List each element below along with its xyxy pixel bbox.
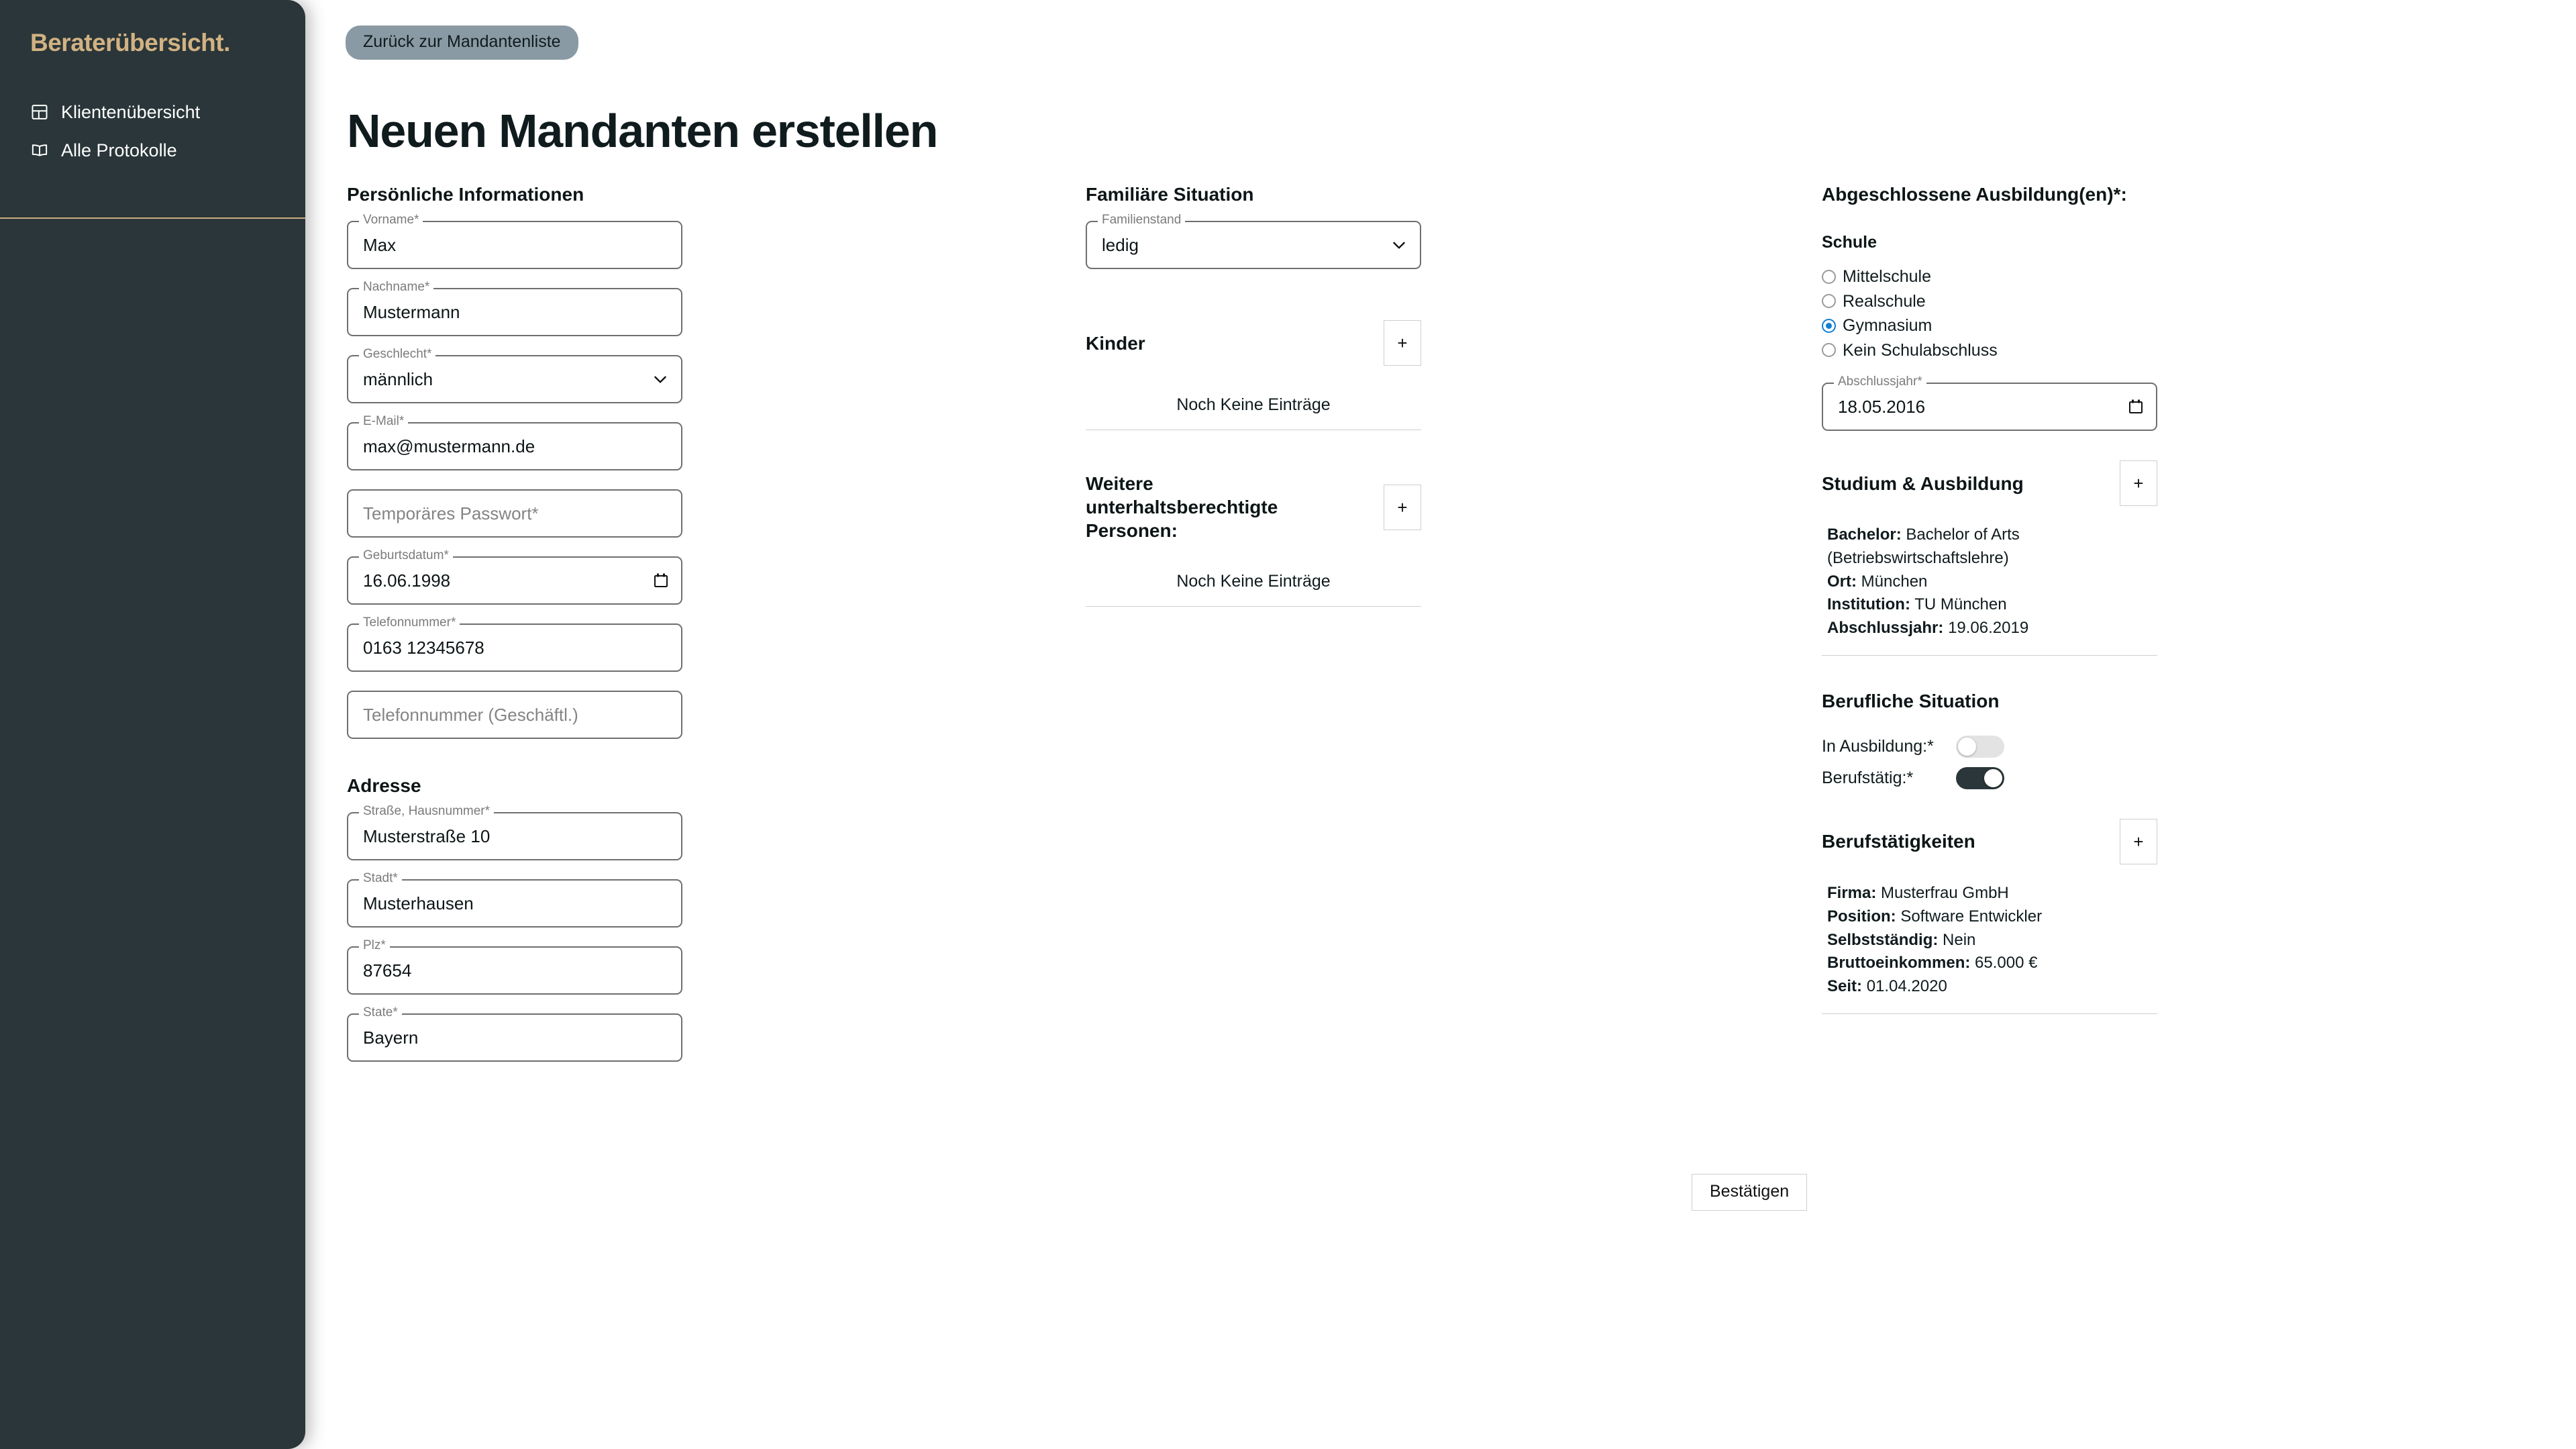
section-title-family: Familiäre Situation xyxy=(1086,184,1254,205)
field-label-abschlussjahr: Abschlussjahr* xyxy=(1834,375,1926,388)
divider xyxy=(1822,1013,2157,1014)
field-telefonnummer[interactable] xyxy=(347,615,682,672)
radio-label: Realschule xyxy=(1843,291,1926,311)
add-dependent-button[interactable]: + xyxy=(1384,485,1421,530)
calendar-icon[interactable] xyxy=(2128,398,2144,415)
chevron-down-icon[interactable] xyxy=(1390,236,1408,254)
familienstand-select-value[interactable]: ledig xyxy=(1102,234,1139,255)
field-label-email: E-Mail* xyxy=(359,415,408,428)
section-title-berufstaetigkeiten: Berufstätigkeiten xyxy=(1822,831,1975,852)
calendar-icon[interactable] xyxy=(653,572,669,589)
study-entry xyxy=(1822,506,2157,655)
field-label-nachname: Nachname* xyxy=(359,281,433,293)
field-label-plz: Plz* xyxy=(359,939,390,952)
toggle-knob xyxy=(1958,738,1976,756)
job-value-firma: Musterfrau GmbH xyxy=(1881,883,2009,902)
sidebar-item-label: Klientenübersicht xyxy=(61,101,201,122)
radio-label: Gymnasium xyxy=(1843,316,1933,335)
email-input[interactable]: max@mustermann.de xyxy=(363,436,535,456)
toggle-label-in-ausbildung: In Ausbildung:* xyxy=(1822,736,1934,756)
field-email[interactable] xyxy=(347,414,682,470)
divider xyxy=(1086,606,1421,607)
nachname-input[interactable]: Mustermann xyxy=(363,301,460,322)
studies-header xyxy=(1822,460,2157,506)
radio-icon[interactable] xyxy=(1822,294,1836,308)
radio-label: Mittelschule xyxy=(1843,267,1931,286)
chevron-down-icon[interactable] xyxy=(652,370,669,388)
study-value-ort: München xyxy=(1861,572,1928,591)
field-familienstand[interactable] xyxy=(1086,213,1421,269)
sidebar-item-label: Alle Protokolle xyxy=(61,140,177,160)
field-telefonnummer-geschaeftlich[interactable] xyxy=(347,691,682,739)
telefonnummer-geschaeftlich-input[interactable]: Telefonnummer (Geschäftl.) xyxy=(363,704,578,725)
section-title-career: Berufliche Situation xyxy=(1822,690,2000,711)
job-key-seit: Seit: xyxy=(1827,977,1863,996)
children-empty-text: Noch Keine Einträge xyxy=(1176,395,1331,414)
job-key-bruttoeinkommen: Bruttoeinkommen: xyxy=(1827,954,1971,972)
sidebar-divider xyxy=(0,217,305,219)
field-label-telefonnummer: Telefonnummer* xyxy=(359,616,460,629)
vorname-input[interactable]: Max xyxy=(363,234,397,255)
job-value-position: Software Entwickler xyxy=(1900,907,2043,926)
study-key-institution: Institution: xyxy=(1827,595,1910,614)
radio-option-mittelschule[interactable] xyxy=(1822,266,2157,288)
radio-icon[interactable] xyxy=(1822,270,1836,284)
field-label-familienstand: Familienstand xyxy=(1098,213,1185,226)
radio-option-kein-schulabschluss[interactable] xyxy=(1822,340,2157,362)
radio-icon-selected[interactable] xyxy=(1822,319,1836,333)
field-state[interactable] xyxy=(347,1005,682,1062)
field-geschlecht[interactable] xyxy=(347,347,682,403)
dashboard-layout-icon xyxy=(30,103,49,121)
section-title-education: Abgeschlossene Ausbildung(en)*: xyxy=(1822,184,2127,205)
field-label-state: State* xyxy=(359,1006,402,1019)
study-value-abschlussjahr: 19.06.2019 xyxy=(1948,619,2029,638)
personal-information-column xyxy=(347,183,682,1081)
study-value-bachelor: Bachelor of Arts (Betriebswirtschaftslehre) xyxy=(1827,526,2020,567)
field-vorname[interactable] xyxy=(347,213,682,269)
study-value-institution: TU München xyxy=(1914,595,2007,614)
add-job-button[interactable]: + xyxy=(2120,819,2157,864)
geburtsdatum-input[interactable]: 16.06.1998 xyxy=(363,570,451,591)
study-key-abschlussjahr: Abschlussjahr: xyxy=(1827,619,1944,638)
field-nachname[interactable] xyxy=(347,280,682,336)
divider xyxy=(1822,655,2157,656)
radio-icon[interactable] xyxy=(1822,343,1836,357)
section-title-personal: Persönliche Informationen xyxy=(347,184,584,205)
radio-option-gymnasium[interactable] xyxy=(1822,315,2157,337)
radio-label: Kein Schulabschluss xyxy=(1843,340,1998,360)
sidebar-nav xyxy=(0,93,305,170)
family-situation-column xyxy=(1086,183,1421,607)
radio-option-realschule[interactable] xyxy=(1822,291,2157,313)
geschlecht-select-value[interactable]: männlich xyxy=(363,368,433,389)
strasse-input[interactable]: Musterstraße 10 xyxy=(363,826,491,846)
education-career-column xyxy=(1822,183,2157,1014)
page-title: Neuen Mandanten erstellen xyxy=(347,104,938,157)
toggle-in-ausbildung[interactable] xyxy=(1956,736,2004,758)
jobs-header xyxy=(1822,819,2157,864)
sidebar-item-klientenuebersicht[interactable] xyxy=(0,93,305,132)
section-title-kinder: Kinder xyxy=(1086,332,1145,354)
temp-password-input[interactable]: Temporäres Passwort* xyxy=(363,503,539,523)
job-value-selbststaendig: Nein xyxy=(1943,930,1976,949)
study-key-ort: Ort: xyxy=(1827,572,1857,591)
state-input[interactable]: Bayern xyxy=(363,1027,419,1048)
job-key-selbststaendig: Selbstständig: xyxy=(1827,930,1939,949)
section-title-unterhaltsberechtigte: Weitere unterhaltsberechtigte Personen: xyxy=(1086,473,1278,541)
open-book-icon xyxy=(30,141,49,160)
add-child-button[interactable]: + xyxy=(1384,320,1421,366)
main-content xyxy=(305,0,2576,1449)
back-to-client-list-button[interactable]: Zurück zur Mandantenliste xyxy=(346,26,578,60)
stadt-input[interactable]: Musterhausen xyxy=(363,893,474,913)
app-brand-title: Beraterübersicht. xyxy=(30,29,230,56)
plz-input[interactable]: 87654 xyxy=(363,960,412,981)
field-label-strasse: Straße, Hausnummer* xyxy=(359,805,494,817)
job-value-bruttoeinkommen: 65.000 € xyxy=(1975,954,2038,972)
toggle-label-berufstaetig: Berufstätig:* xyxy=(1822,768,1914,787)
job-key-firma: Firma: xyxy=(1827,883,1877,902)
school-radio-group xyxy=(1822,266,2157,361)
study-key-bachelor: Bachelor: xyxy=(1827,526,1902,544)
add-study-button[interactable]: + xyxy=(2120,460,2157,506)
field-label-geburtsdatum: Geburtsdatum* xyxy=(359,549,453,562)
section-title-studium: Studium & Ausbildung xyxy=(1822,472,2024,494)
job-key-position: Position: xyxy=(1827,907,1896,926)
toggle-knob xyxy=(1984,769,2002,787)
abschlussjahr-input[interactable]: 18.05.2016 xyxy=(1838,396,1926,417)
section-title-adresse: Adresse xyxy=(347,775,421,796)
toggle-row-in-ausbildung xyxy=(1822,736,2157,758)
telefonnummer-input[interactable]: 0163 12345678 xyxy=(363,637,484,658)
subsection-title-schule: Schule xyxy=(1822,233,1877,252)
field-stadt[interactable] xyxy=(347,871,682,928)
field-temp-password[interactable] xyxy=(347,489,682,538)
field-label-stadt: Stadt* xyxy=(359,872,402,885)
toggle-row-berufstaetig xyxy=(1822,767,2157,789)
field-label-geschlecht: Geschlecht* xyxy=(359,348,435,360)
dependents-empty-text: Noch Keine Einträge xyxy=(1176,572,1331,591)
children-header xyxy=(1086,320,1421,366)
sidebar-item-alle-protokolle[interactable] xyxy=(0,132,305,170)
field-strasse-hausnummer[interactable] xyxy=(347,804,682,860)
sidebar xyxy=(0,0,305,1449)
job-value-seit: 01.04.2020 xyxy=(1866,977,1947,996)
field-abschlussjahr-schule[interactable] xyxy=(1822,374,2157,431)
field-plz[interactable] xyxy=(347,938,682,995)
toggle-berufstaetig[interactable] xyxy=(1956,767,2004,789)
field-geburtsdatum[interactable] xyxy=(347,548,682,605)
field-label-vorname: Vorname* xyxy=(359,213,423,226)
submit-button[interactable]: Bestätigen xyxy=(1692,1174,1807,1211)
dependents-header xyxy=(1086,472,1421,542)
job-entry xyxy=(1822,864,2157,1013)
